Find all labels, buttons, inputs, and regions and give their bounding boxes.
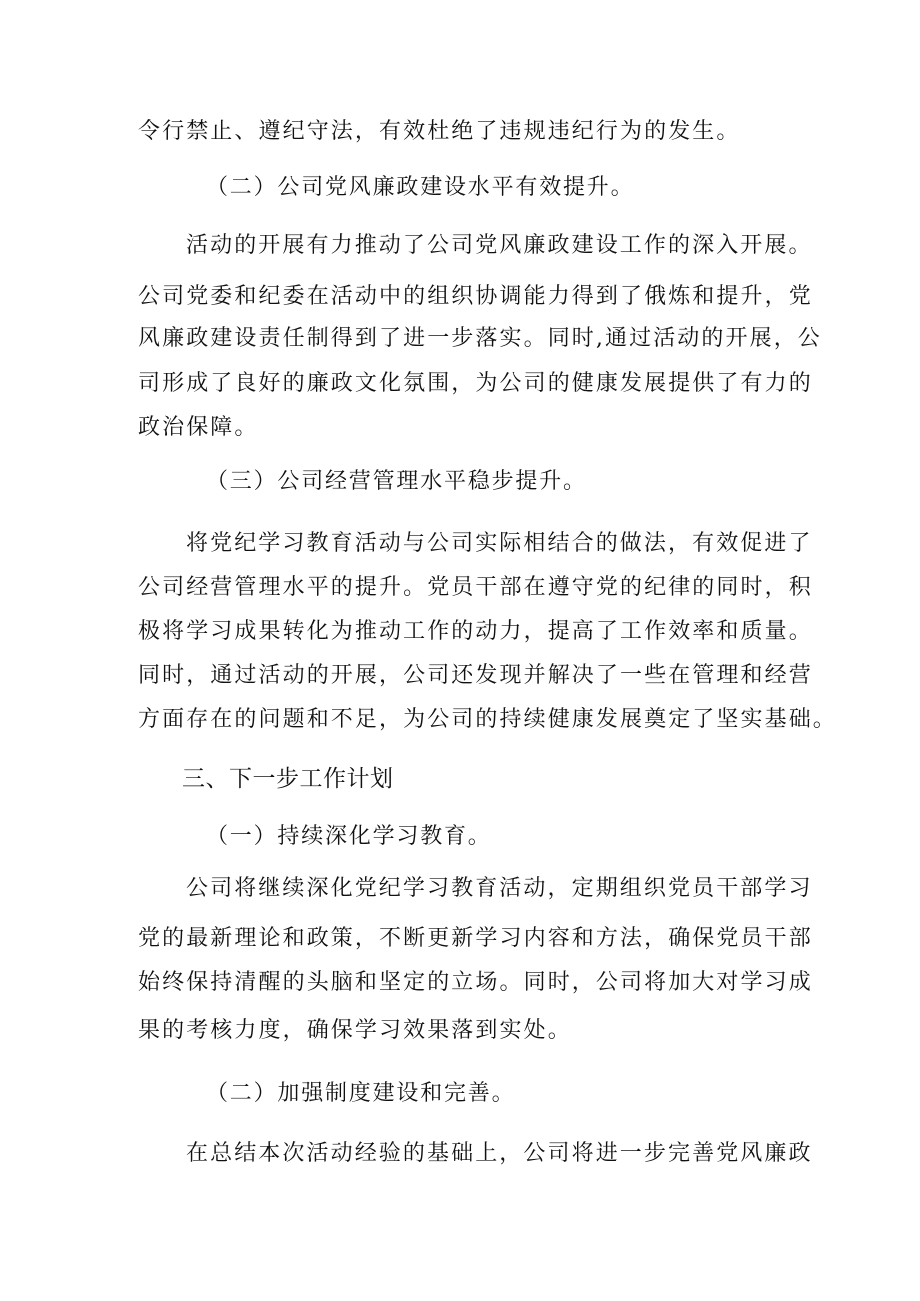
paragraph-line: 令行禁止、遵纪守法，有效杜绝了违规违纪行为的发生。 <box>138 119 741 144</box>
paragraph-line: 公司经营管理水平的提升。党员干部在遵守党的纪律的同时，积 <box>138 575 813 600</box>
subheading-2: （二）公司党风廉政建设水平有效提升。 <box>206 175 635 200</box>
subheading-2b: （二）加强制度建设和完善。 <box>206 1081 516 1106</box>
paragraph-line: 方面存在的问题和不足，为公司的持续健康发展奠定了坚实基础。 <box>138 707 837 732</box>
paragraph-line: 公司将继续深化党纪学习教育活动，定期组织党员干部学习 <box>186 876 813 901</box>
paragraph-line: 党的最新理论和政策，不断更新学习内容和方法，确保党员干部 <box>138 926 813 951</box>
section-heading: 三、下一步工作计划 <box>182 766 394 792</box>
paragraph-line: 极将学习成果转化为推动工作的动力，提高了工作效率和质量。 <box>138 619 813 644</box>
paragraph-line: 同时，通过活动的开展，公司还发现并解决了一些在管理和经营 <box>138 663 813 688</box>
paragraph-line: 果的考核力度，确保学习效果落到实处。 <box>138 1018 572 1043</box>
subheading-1: （一）持续深化学习教育。 <box>206 824 492 849</box>
paragraph-line: 风廉政建设责任制得到了进一步落实。同时,通过活动的开展，公 <box>138 326 822 351</box>
paragraph-line: 将党纪学习教育活动与公司实际相结合的做法，有效促进了 <box>186 531 813 556</box>
paragraph-line: 政治保障。 <box>138 415 259 440</box>
paragraph-line: 活动的开展有力推动了公司党风廉政建设工作的深入开展。 <box>186 233 813 258</box>
paragraph-line: 司形成了良好的廉政文化氛围，为公司的健康发展提供了有力的 <box>138 371 813 396</box>
paragraph-line: 在总结本次活动经验的基础上，公司将进一步完善党风廉政 <box>186 1141 813 1166</box>
subheading-3: （三）公司经营管理水平稳步提升。 <box>206 469 587 494</box>
paragraph-line: 始终保持清醒的头脑和坚定的立场。同时，公司将加大对学习成 <box>138 970 813 995</box>
paragraph-line: 公司党委和纪委在活动中的组织协调能力得到了俄炼和提升，党 <box>138 284 813 309</box>
